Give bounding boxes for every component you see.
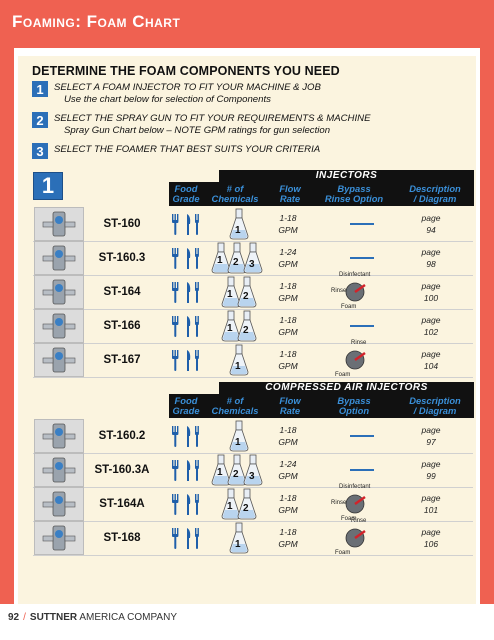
page-reference: page 98	[421, 247, 441, 269]
step-subtext: Use the chart below for selection of Components	[64, 94, 271, 105]
chemical-number: 1	[217, 467, 223, 478]
chemical-number: 3	[249, 471, 255, 482]
model-name: ST-160.3	[98, 252, 146, 264]
injector-icon	[34, 275, 84, 309]
page-reference: page 102	[421, 315, 441, 337]
step-1	[32, 81, 472, 106]
bypass-none-line	[350, 257, 374, 259]
step-number: 3	[32, 143, 48, 159]
bypass-none-line	[350, 469, 374, 471]
table-row	[33, 308, 473, 344]
dial-label: Rinse	[331, 500, 347, 506]
table-row	[33, 342, 473, 378]
page-header	[0, 0, 494, 48]
food-grade-icon	[169, 424, 203, 448]
page-reference: page 106	[421, 527, 441, 549]
bypass-none-line	[350, 325, 374, 327]
dial-label: Disinfectant	[339, 272, 371, 278]
left-margin-bar	[0, 48, 14, 604]
col-bypass: Bypass Rinse Option	[324, 183, 384, 204]
flow-rate: 1-18 GPM	[278, 425, 298, 447]
injector-icon	[34, 487, 84, 521]
flow-rate: 1-18 GPM	[278, 281, 298, 303]
dial-label: Foam	[341, 516, 357, 522]
step-2	[32, 112, 472, 137]
dial-label: Rinse	[351, 518, 367, 524]
instructions	[32, 64, 472, 165]
injector-icon	[34, 521, 84, 555]
model-name: ST-160.2	[98, 430, 146, 442]
bypass-none-line	[350, 435, 374, 437]
chemical-number: 1	[227, 501, 233, 512]
right-margin-bar	[480, 48, 494, 604]
injector-icon	[34, 309, 84, 343]
col-chemicals: # of Chemicals	[211, 183, 259, 204]
compressed-column-header	[169, 394, 474, 418]
food-grade-icon	[169, 348, 203, 372]
model-name: ST-160	[103, 218, 141, 230]
dial-label: Rinse	[351, 340, 367, 346]
chemical-number: 1	[235, 361, 241, 372]
chemical-number: 1	[217, 255, 223, 266]
company-suffix: AMERICA COMPANY	[79, 612, 177, 623]
table-row	[33, 418, 473, 454]
table-row	[33, 452, 473, 488]
food-grade-icon	[169, 246, 203, 270]
chemical-number: 1	[227, 289, 233, 300]
chemical-number: 1	[227, 323, 233, 334]
table-row	[33, 206, 473, 242]
page-reference: page 101	[421, 493, 441, 515]
food-grade-icon	[169, 492, 203, 516]
chemical-number: 2	[243, 503, 249, 514]
step-subtext: Spray Gun Chart below – NOTE GPM ratings for gun selection	[64, 125, 331, 136]
injector-icon	[34, 419, 84, 453]
chemical-number: 2	[243, 325, 249, 336]
instructions-heading: DETERMINE THE FOAM COMPONENTS YOU NEED	[32, 64, 340, 78]
col-description: Description / Diagram	[409, 395, 461, 416]
injector-icon	[34, 343, 84, 377]
col-description: Description / Diagram	[409, 183, 461, 204]
company-name: SUTTNER	[29, 612, 78, 623]
page-reference: page 94	[421, 213, 441, 235]
col-flow: Flow Rate	[279, 183, 301, 204]
food-grade-icon	[169, 458, 203, 482]
table-row	[33, 486, 473, 522]
chemical-number: 2	[233, 257, 239, 268]
model-name: ST-160.3A	[94, 464, 150, 476]
model-name: ST-164A	[99, 498, 145, 510]
bypass-dial-icon	[325, 272, 387, 312]
dial-label: Foam	[341, 304, 357, 310]
food-grade-icon	[169, 314, 203, 338]
table-row	[33, 240, 473, 276]
chemical-number: 1	[235, 437, 241, 448]
flow-rate: 1-24 GPM	[278, 247, 298, 269]
step-1-marker: 1	[33, 172, 63, 200]
dial-label: Foam	[335, 550, 351, 556]
flow-rate: 1-18 GPM	[278, 349, 298, 371]
flow-rate: 1-18 GPM	[278, 213, 298, 235]
col-food: Food Grade	[172, 395, 200, 416]
step-text: SELECT THE FOAMER THAT BEST SUITS YOUR CRITERIA	[54, 144, 321, 155]
model-name: ST-168	[103, 532, 141, 544]
page-title: Foaming: Foam Chart	[12, 12, 181, 31]
injector-icon	[34, 453, 84, 487]
chemical-number: 2	[243, 291, 249, 302]
col-bypass: Bypass Option	[337, 395, 371, 416]
model-name: ST-167	[103, 354, 141, 366]
flow-rate: 1-18 GPM	[278, 315, 298, 337]
injector-icon	[34, 241, 84, 275]
step-text: SELECT A FOAM INJECTOR TO FIT YOUR MACHINE & JOB	[54, 82, 321, 93]
col-chemicals: # of Chemicals	[211, 395, 259, 416]
col-flow: Flow Rate	[279, 395, 301, 416]
food-grade-icon	[169, 212, 203, 236]
model-name: ST-164	[103, 286, 141, 298]
injectors-column-header	[169, 182, 474, 206]
bypass-none-line	[350, 223, 374, 225]
flow-rate: 1-24 GPM	[278, 459, 298, 481]
model-name: ST-166	[103, 320, 141, 332]
dial-label: Rinse	[331, 288, 347, 294]
step-text: SELECT THE SPRAY GUN TO FIT YOUR REQUIREMENTS & MACHINE	[54, 113, 371, 124]
bypass-dial-icon	[325, 340, 387, 380]
food-grade-icon	[169, 526, 203, 550]
page-reference: page 97	[421, 425, 441, 447]
chemical-number: 1	[235, 539, 241, 550]
page-reference: page 100	[421, 281, 441, 303]
step-number: 1	[32, 81, 48, 97]
dial-label: Disinfectant	[339, 484, 371, 490]
injectors-heading: INJECTORS	[219, 170, 474, 182]
food-grade-icon	[169, 280, 203, 304]
chemical-number: 2	[233, 469, 239, 480]
page-footer: 92 / SUTTNER AMERICA COMPANY	[8, 612, 177, 623]
page-number: 92	[8, 612, 20, 623]
page-reference: page 99	[421, 459, 441, 481]
injector-icon	[34, 207, 84, 241]
table-row	[33, 274, 473, 310]
compressed-heading: COMPRESSED AIR INJECTORS	[219, 382, 474, 394]
step-3	[32, 143, 472, 159]
flow-rate: 1-18 GPM	[278, 493, 298, 515]
page-reference: page 104	[421, 349, 441, 371]
col-food: Food Grade	[172, 183, 200, 204]
chemical-number: 1	[235, 225, 241, 236]
table-row	[33, 520, 473, 556]
flow-rate: 1-18 GPM	[278, 527, 298, 549]
dial-label: Foam	[335, 372, 351, 378]
step-number: 2	[32, 112, 48, 128]
bypass-dial-icon	[325, 518, 387, 558]
chemical-number: 3	[249, 259, 255, 270]
